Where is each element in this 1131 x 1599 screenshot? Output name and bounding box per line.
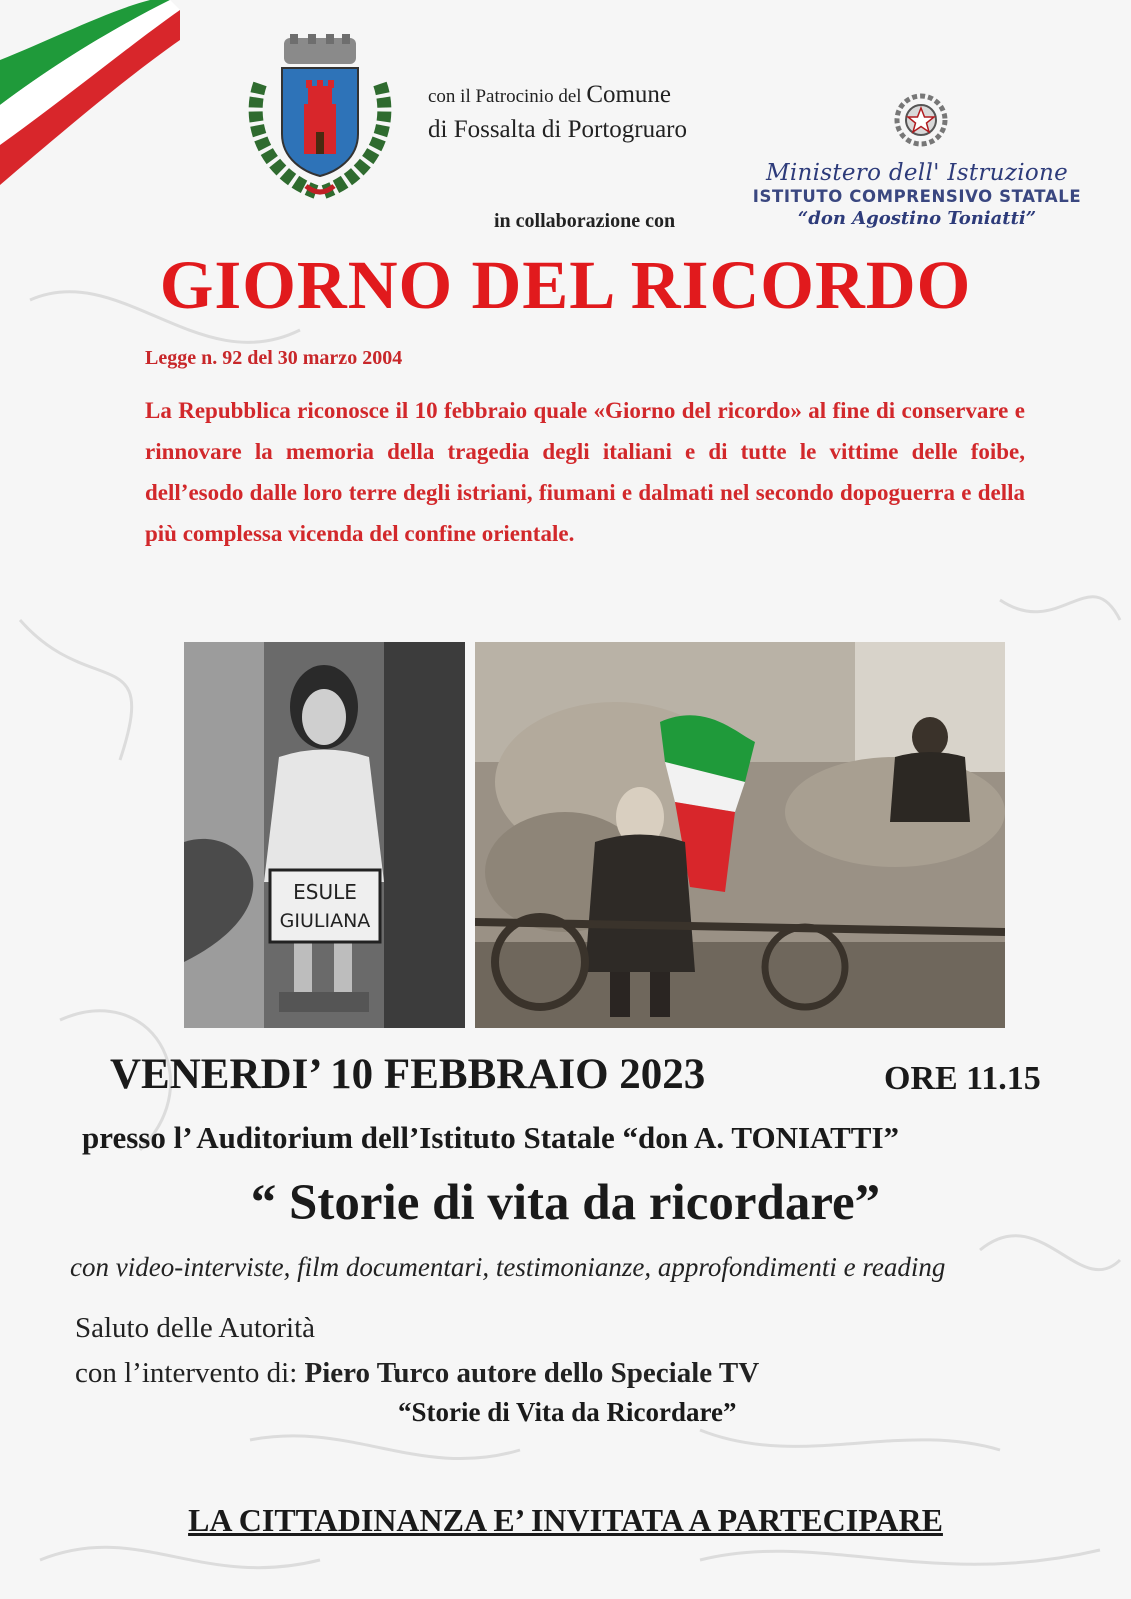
speaker-prefix: con l’intervento di: bbox=[75, 1357, 298, 1389]
collaboration-label: in collaborazione con bbox=[494, 210, 676, 232]
municipality-name: di Fossalta di Portogruaro bbox=[428, 116, 688, 143]
photo-exile-girl bbox=[184, 642, 465, 1028]
speaker-name: Piero Turco autore dello Speciale TV bbox=[304, 1357, 760, 1389]
law-text: La Repubblica riconosce il 10 febbraio quale «Giorno del ricordo» al fine di conservare e rinnovare la memoria della tragedia degli italiani e di tutte le vittime delle foibe, dell’esodo dalle loro terre degli istriani, fiumani e dalmati nel secondo dopoguerra e della più complessa vicenda del confine orientale. bbox=[145, 398, 1025, 546]
speaker-line bbox=[75, 1357, 759, 1390]
patronage-block bbox=[428, 78, 687, 146]
ministry-name: Ministero dell' Istruzione bbox=[765, 160, 1069, 186]
event-time: ORE 11.15 bbox=[884, 1060, 1041, 1097]
show-title: “Storie di Vita da Ricordare” bbox=[398, 1397, 737, 1427]
event-subtitle: “ Storie di vita da ricordare” bbox=[250, 1175, 881, 1231]
event-venue: presso l’ Auditorium dell’Istituto Statale “don A. TONIATTI” bbox=[82, 1120, 900, 1155]
photo-exodus-cart bbox=[475, 642, 1005, 1028]
law-reference: Legge n. 92 del 30 marzo 2004 bbox=[145, 347, 403, 369]
institute-name: ISTITUTO COMPRENSIVO STATALE bbox=[752, 187, 1082, 206]
school-name: “don Agostino Toniatti” bbox=[797, 208, 1037, 229]
sign-text-line2: GIULIANA bbox=[279, 910, 371, 932]
ministry-logo bbox=[752, 160, 1082, 229]
authorities-greeting: Saluto delle Autorità bbox=[75, 1312, 316, 1344]
comune-coat-of-arms-icon bbox=[246, 34, 394, 204]
republic-emblem-icon bbox=[891, 90, 951, 152]
event-date: VENERDI’ 10 FEBBRAIO 2023 bbox=[110, 1051, 706, 1098]
page-title: GIORNO DEL RICORDO bbox=[159, 247, 972, 323]
event-description: con video-interviste, film documentari, testimonianze, approfondimenti e reading bbox=[70, 1252, 946, 1282]
patronage-prefix: con il Patrocinio del bbox=[428, 86, 582, 107]
invitation-line: LA CITTADINANZA E’ INVITATA A PARTECIPARE bbox=[188, 1502, 943, 1538]
patronage-entity: Comune bbox=[586, 81, 672, 108]
italian-flag-ribbon bbox=[0, 0, 180, 185]
sign-text-line1: ESULE bbox=[293, 880, 357, 904]
